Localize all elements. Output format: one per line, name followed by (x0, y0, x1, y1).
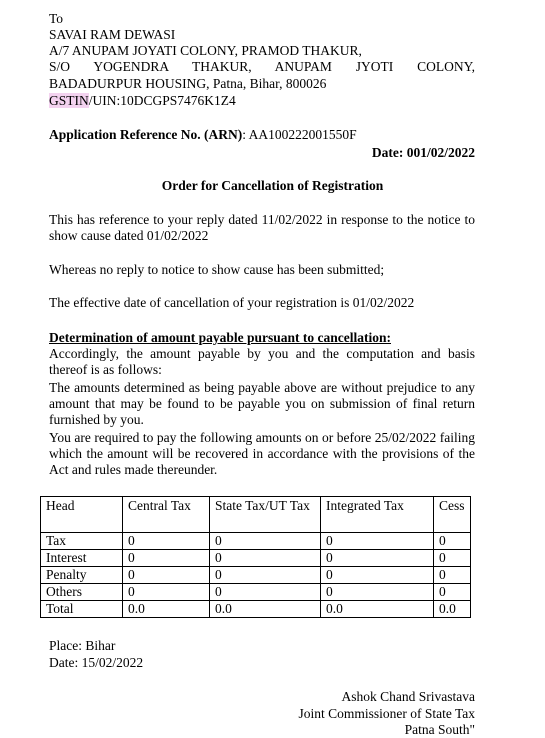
address-line-1: A/7 ANUPAM JOYATI COLONY, PRAMOD THAKUR, (49, 43, 362, 58)
cell-integrated: 0 (321, 550, 434, 567)
table-row (41, 584, 471, 601)
determination-para-1: Accordingly, the amount payable by you and the computation and basis thereof is as follows: (49, 346, 475, 377)
cell-state: 0 (210, 550, 321, 567)
cell-cess: 0.0 (434, 601, 471, 618)
gstin-highlight: GSTIN (49, 93, 89, 108)
signatory-title: Joint Commissioner of State Tax (298, 706, 475, 721)
address-to: To (49, 11, 64, 26)
cell-central: 0 (123, 533, 210, 550)
cell-head: Total (41, 601, 123, 618)
order-title: Order for Cancellation of Registration (161, 178, 384, 193)
header-state-tax: State Tax/UT Tax (210, 497, 321, 533)
cell-integrated: 0 (321, 584, 434, 601)
cell-central: 0 (123, 584, 210, 601)
cell-cess: 0 (434, 550, 471, 567)
cell-head: Penalty (41, 567, 123, 584)
cell-state: 0.0 (210, 601, 321, 618)
arn-value: : AA100222001550F (242, 127, 357, 142)
header-integrated-tax: Integrated Tax (321, 497, 434, 533)
cell-cess: 0 (434, 584, 471, 601)
table-row (41, 567, 471, 584)
arn-label: Application Reference No. (ARN) (49, 127, 243, 142)
table-row-total (41, 601, 471, 618)
header-head: Head (41, 497, 123, 533)
place: Place: Bihar (49, 638, 116, 653)
table-header-row (41, 497, 471, 533)
cell-central: 0.0 (123, 601, 210, 618)
recipient-name: SAVAI RAM DEWASI (49, 27, 176, 42)
gstin-line (49, 93, 236, 109)
footer-date: Date: 15/02/2022 (49, 655, 144, 670)
order-date: Date: 001/02/2022 (371, 145, 475, 160)
cell-cess: 0 (434, 533, 471, 550)
cell-integrated: 0 (321, 533, 434, 550)
cell-central: 0 (123, 550, 210, 567)
address-line-2: S/O YOGENDRA THAKUR, ANUPAM JYOTI COLONY, (49, 59, 475, 74)
arn-line (49, 127, 357, 143)
determination-heading: Determination of amount payable pursuant to cancellation: (49, 330, 391, 345)
cell-head: Interest (41, 550, 123, 567)
header-central-tax: Central Tax (123, 497, 210, 533)
signatory-name: Ashok Chand Srivastava (341, 689, 475, 704)
table-row (41, 533, 471, 550)
cell-cess: 0 (434, 567, 471, 584)
signatory-office: Patna South" (404, 722, 475, 737)
cell-integrated: 0 (321, 567, 434, 584)
determination-para-2: The amounts determined as being payable above are without prejudice to any amount that may be found to be payable you on submission of final return furnished by you. (49, 380, 475, 427)
cell-head: Others (41, 584, 123, 601)
gstin-value: /UIN:10DCGPS7476K1Z4 (88, 93, 236, 108)
paragraph-effective-date: The effective date of cancellation of your registration is 01/02/2022 (49, 295, 415, 310)
header-cess: Cess (434, 497, 471, 533)
cell-integrated: 0.0 (321, 601, 434, 618)
cell-state: 0 (210, 567, 321, 584)
amount-table (40, 496, 471, 618)
cell-state: 0 (210, 584, 321, 601)
paragraph-reply: This has reference to your reply dated 11/02/2022 in response to the notice to show cause dated 01/02/2022 (49, 212, 475, 243)
paragraph-whereas: Whereas no reply to notice to show cause has been submitted; (49, 262, 385, 277)
cell-state: 0 (210, 533, 321, 550)
cell-head: Tax (41, 533, 123, 550)
determination-para-3: You are required to pay the following amounts on or before 25/02/2022 failing which the amount will be recovered in accordance with the provisions of the Act and rules made thereunder. (49, 430, 475, 477)
cell-central: 0 (123, 567, 210, 584)
table-row (41, 550, 471, 567)
address-line-3: BADADURPUR HOUSING, Patna, Bihar, 800026 (49, 76, 327, 91)
